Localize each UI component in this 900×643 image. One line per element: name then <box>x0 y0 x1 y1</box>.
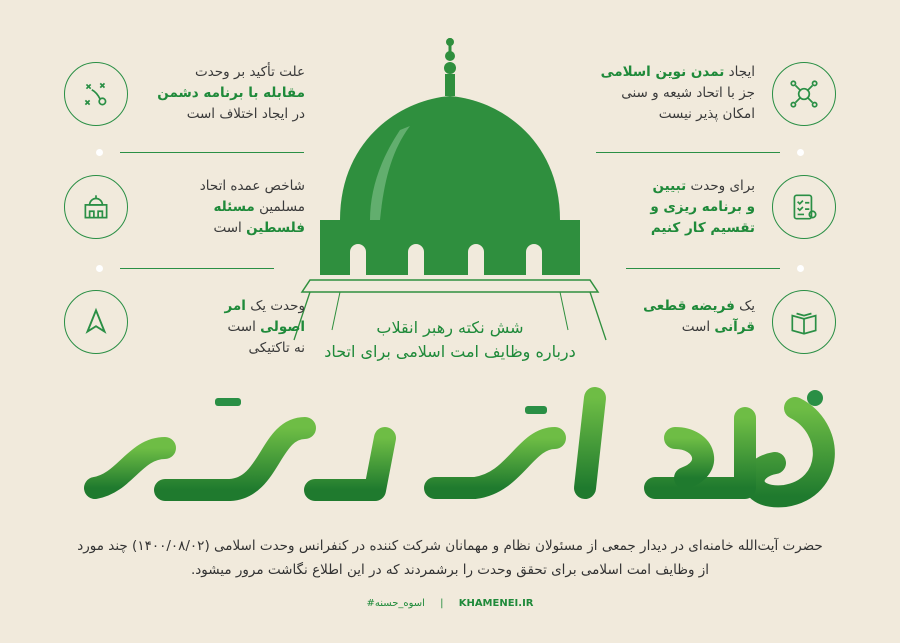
description: حضرت آیت‌الله خامنه‌ای در دیدار جمعی از مسئولان نظام و مهمانان شرکت کننده در کنفرانس وحدت اسلامی (۱۴۰۰/۰۸/۰۲) چند مورد از وظایف امت اسلامی برای تحقق وحدت را برشمردند که در این اطلاع نگاشت مرور میشود. <box>77 538 823 578</box>
site-logo: KHAMENEI.IR <box>458 598 534 609</box>
dot <box>96 265 103 272</box>
strategy-icon <box>64 62 128 126</box>
checklist-icon <box>772 175 836 239</box>
mosque-icon <box>64 175 128 239</box>
point-5: شاخص عمده اتحاد مسلمین مسئله فلسطین است <box>199 178 305 236</box>
subtitle: شش نکته رهبر انقلاب درباره وظایف امت اسلامی برای اتحاد <box>324 318 576 361</box>
point-4: علت تأکید بر وحدت مقابله با برنامه دشمن در ایجاد اختلاف است <box>157 64 305 122</box>
divider <box>120 268 274 269</box>
navigation-arrow-icon <box>64 290 128 354</box>
quran-book-icon <box>772 290 836 354</box>
divider <box>596 152 780 153</box>
dot <box>797 265 804 272</box>
divider <box>626 268 780 269</box>
hashtag: #اسوه_حسنه <box>366 598 425 609</box>
point-3: یک فریضه قطعی قرآنی است <box>643 298 755 335</box>
footer <box>0 598 900 609</box>
footer-separator: | <box>440 598 444 609</box>
calligraphy-title <box>55 378 845 518</box>
dot <box>797 149 804 156</box>
point-6: وحدت یک امر اصولی است نه تاکتیکی <box>224 298 305 356</box>
unity-hands-icon <box>772 62 836 126</box>
point-2: برای وحدت تبیین و برنامه ریزی و تقسیم کار کنیم <box>650 178 755 236</box>
dot <box>96 149 103 156</box>
point-1: ایجاد تمدن نوین اسلامی جز با اتحاد شیعه و سنی امکان پذیر نیست <box>600 64 755 122</box>
divider <box>120 152 304 153</box>
